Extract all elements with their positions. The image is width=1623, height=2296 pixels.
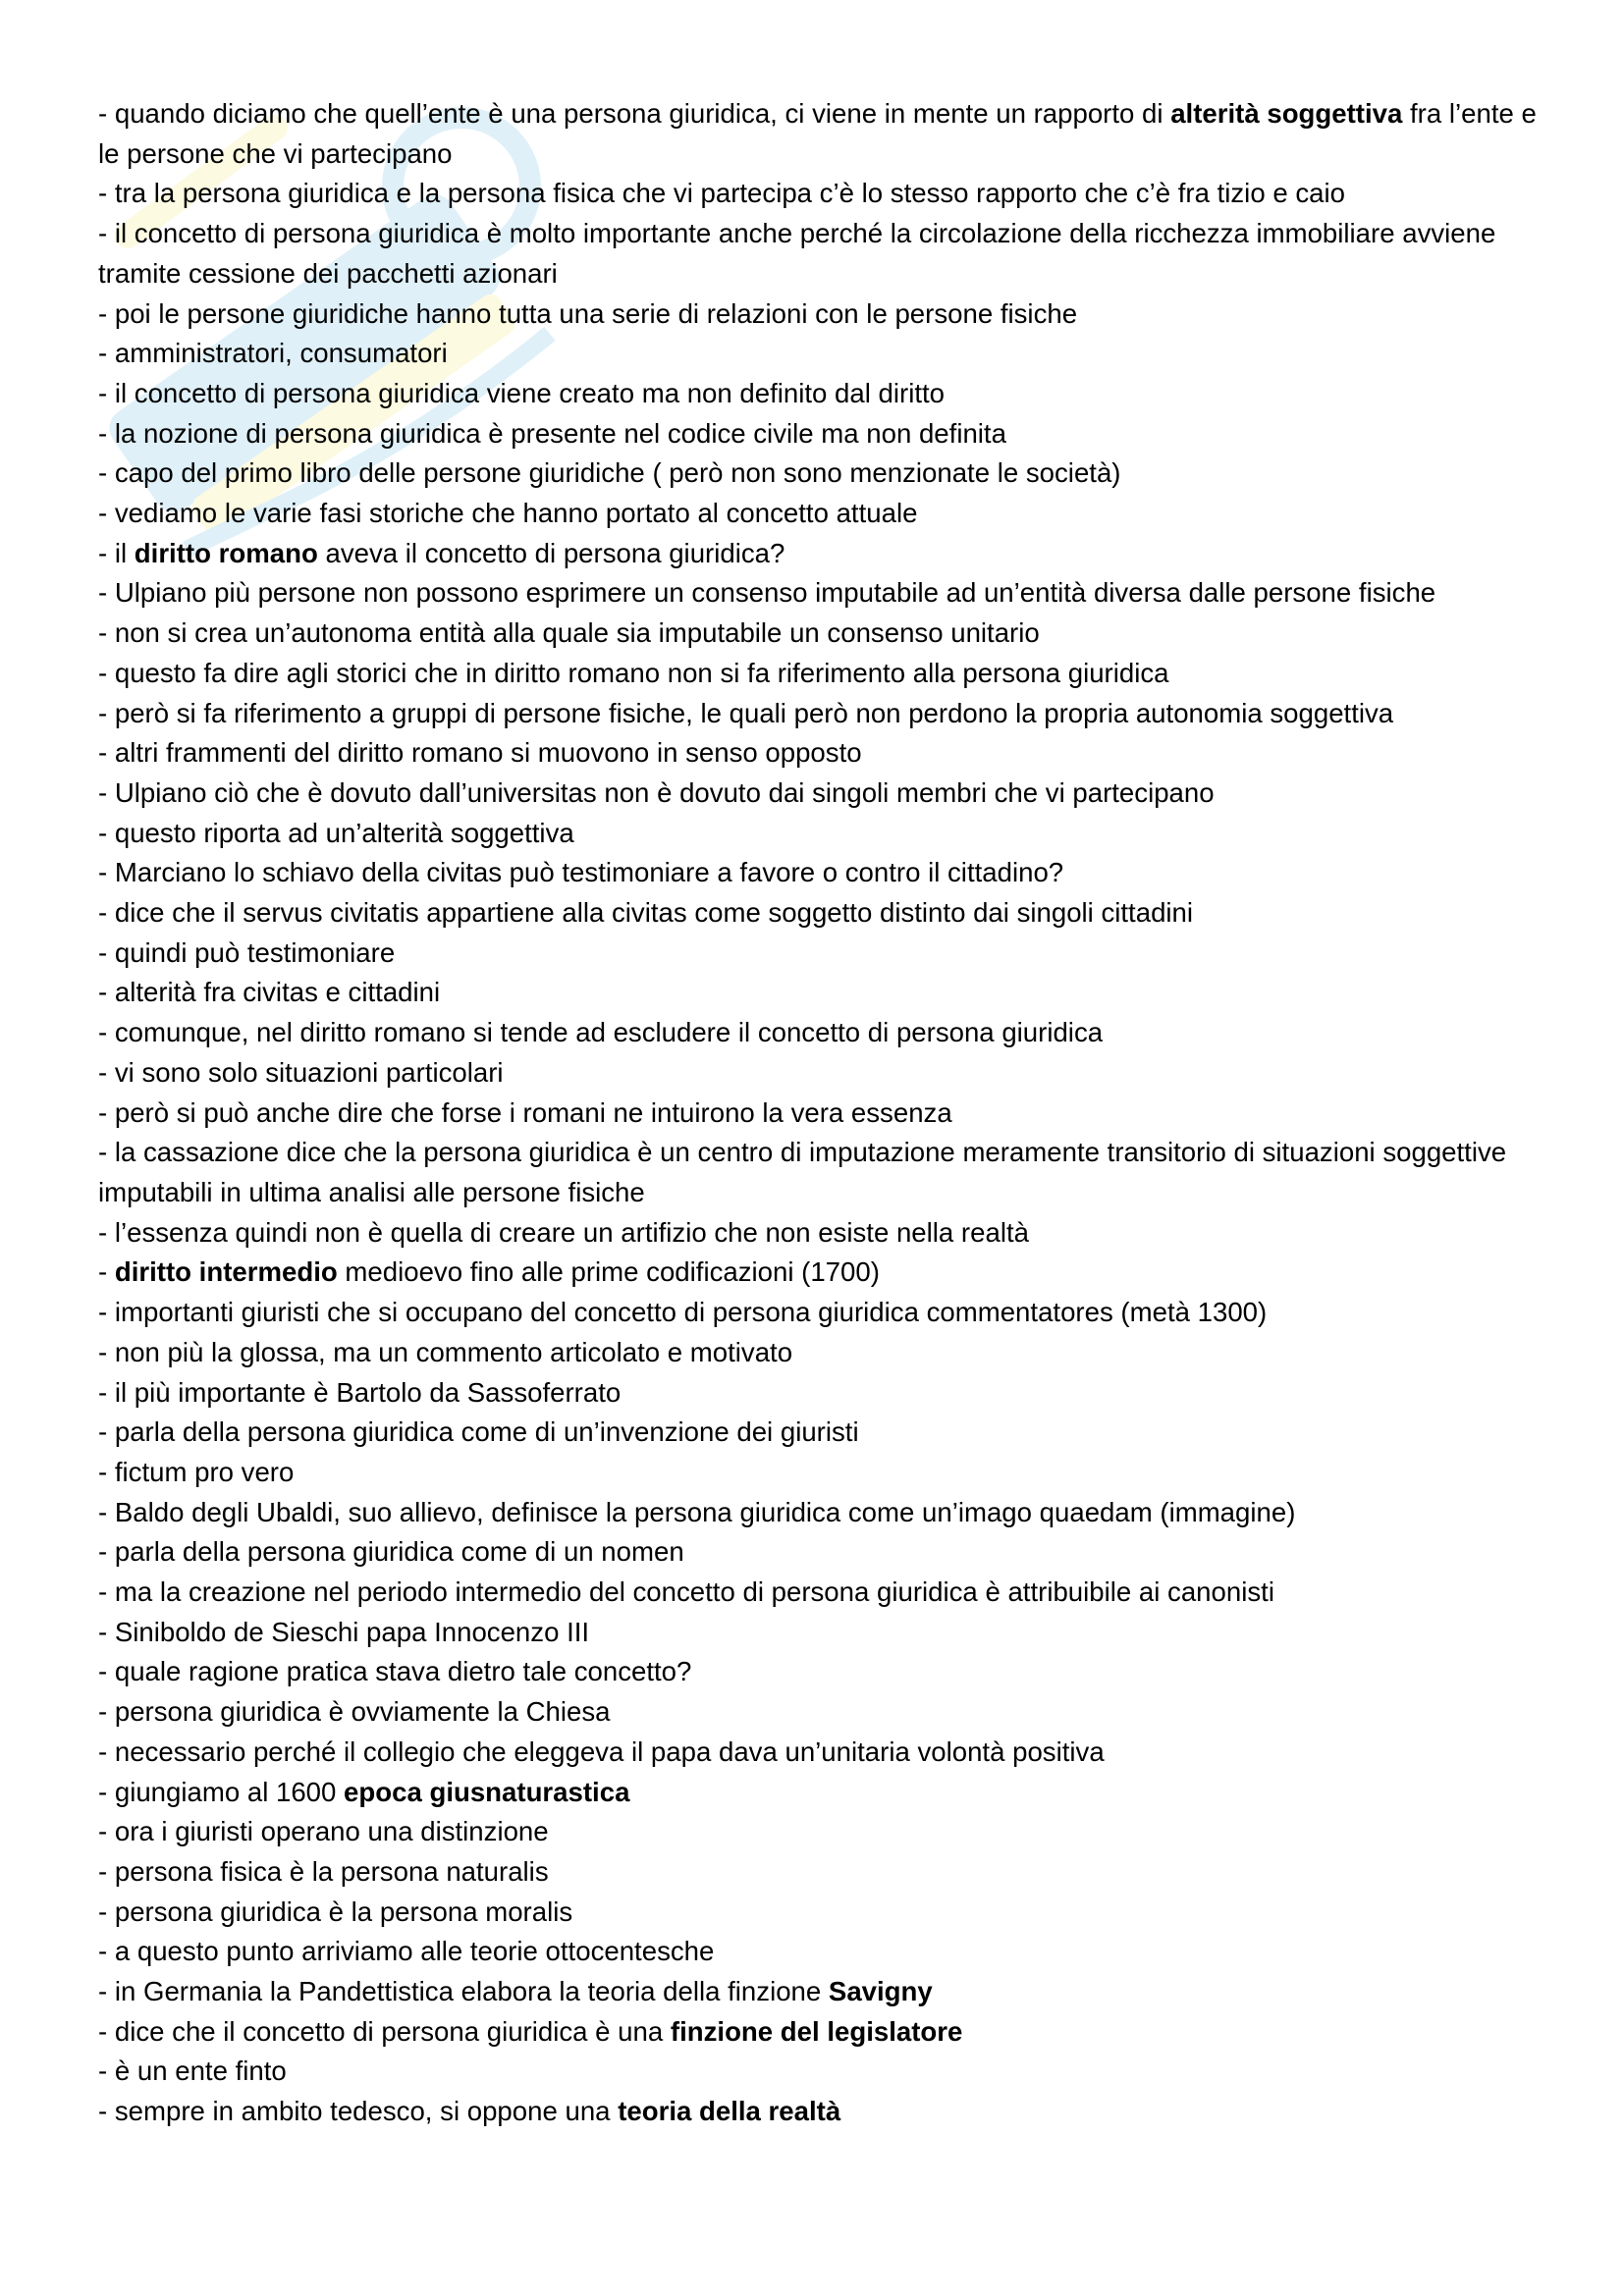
- bullet-line: [98, 814, 1551, 854]
- text-segment: - dice che il concetto di persona giuridica è una: [98, 2015, 671, 2047]
- text-segment: - parla della persona giuridica come di un’invenzione dei giuristi: [98, 1416, 859, 1448]
- text-segment: - però si può anche dire che forse i romani ne intuirono la vera essenza: [98, 1096, 952, 1128]
- bullet-line: [98, 2052, 1551, 2092]
- bullet-line: [98, 1453, 1551, 1493]
- text-segment: - non si crea un’autonoma entità alla quale sia imputabile un consenso unitario: [98, 617, 1040, 649]
- bullet-line: [98, 534, 1551, 574]
- bullet-line: [98, 2012, 1551, 2053]
- bullet-line: [98, 774, 1551, 814]
- bullet-line: [98, 1413, 1551, 1453]
- bullet-line: [98, 374, 1551, 414]
- bullet-line: [98, 1573, 1551, 1613]
- bullet-line: [98, 573, 1551, 614]
- bullet-line: [98, 694, 1551, 734]
- text-segment: - quindi può testimoniare: [98, 936, 396, 968]
- bold-term: diritto romano: [134, 537, 318, 568]
- bullet-line: [98, 853, 1551, 893]
- bullet-line: [98, 1972, 1551, 2012]
- text-segment: - importanti giuristi che si occupano del concetto di persona giuridica commentatores (metà 1300): [98, 1297, 1268, 1328]
- text-segment: - vediamo le varie fasi storiche che hanno portato al concetto attuale: [98, 498, 918, 529]
- bullet-line: [98, 174, 1551, 214]
- text-segment: aveva il concetto di persona giuridica?: [317, 537, 785, 568]
- text-segment: - a questo punto arriviamo alle teorie ottocentesche: [98, 1936, 715, 1967]
- text-segment: - capo del primo libro delle persone giuridiche ( però non sono menzionate le società): [98, 457, 1121, 489]
- bullet-line: [98, 1692, 1551, 1733]
- bullet-line: [98, 1094, 1551, 1134]
- text-segment: - Ulpiano più persone non possono esprimere un consenso imputabile ad un’entità diversa dalle persone fisiche: [98, 577, 1436, 609]
- text-segment: - quale ragione pratica stava dietro tale concetto?: [98, 1656, 692, 1687]
- bold-term: epoca giusnaturastica: [344, 1776, 630, 1807]
- bullet-line: [98, 1812, 1551, 1852]
- text-segment: - Baldo degli Ubaldi, suo allievo, definisce la persona giuridica come un’imago quaedam (immagine): [98, 1496, 1296, 1527]
- bullet-line: [98, 1333, 1551, 1373]
- text-segment: - poi le persone giuridiche hanno tutta una serie di relazioni con le persone fisiche: [98, 297, 1078, 329]
- bullet-line: [98, 1213, 1551, 1254]
- bullet-line: [98, 1532, 1551, 1573]
- bullet-line: [98, 414, 1551, 454]
- bullet-line: [98, 934, 1551, 974]
- bullet-line: [98, 733, 1551, 774]
- text-segment: - Marciano lo schiavo della civitas può testimoniare a favore o contro il cittadino?: [98, 857, 1064, 888]
- bullet-line: [98, 454, 1551, 494]
- text-segment: - tra la persona giuridica e la persona fisica che vi partecipa c’è lo stesso rapporto che c’è fra tizio e caio: [98, 178, 1345, 209]
- document-body: [98, 94, 1551, 2132]
- text-segment: - non più la glossa, ma un commento articolato e motivato: [98, 1336, 793, 1367]
- text-segment: - il concetto di persona giuridica è molto importante anche perché la circolazione della ricchezza immobiliare avviene tramite cessione dei pacchetti azionari: [98, 218, 1496, 289]
- text-segment: - dice che il servus civitatis appartiene alla civitas come soggetto distinto dai singoli cittadini: [98, 897, 1194, 929]
- text-segment: - parla della persona giuridica come di un nomen: [98, 1536, 684, 1568]
- text-segment: medioevo fino alle prime codificazioni (1700): [337, 1256, 880, 1288]
- text-segment: -: [98, 1256, 115, 1288]
- bullet-line: [98, 1893, 1551, 1933]
- bullet-line: [98, 1133, 1551, 1212]
- bold-term: alterità soggettiva: [1170, 98, 1403, 129]
- text-segment: - persona giuridica è ovviamente la Chiesa: [98, 1696, 611, 1728]
- text-segment: - ora i giuristi operano una distinzione: [98, 1816, 549, 1847]
- text-segment: - è un ente finto: [98, 2056, 287, 2087]
- bullet-line: [98, 654, 1551, 694]
- bullet-line: [98, 1773, 1551, 1813]
- text-segment: - la nozione di persona giuridica è presente nel codice civile ma non definita: [98, 417, 1006, 449]
- bullet-line: [98, 614, 1551, 654]
- text-segment: - persona fisica è la persona naturalis: [98, 1855, 549, 1887]
- bullet-line: [98, 1373, 1551, 1414]
- bullet-line: [98, 294, 1551, 335]
- text-segment: - alterità fra civitas e cittadini: [98, 977, 441, 1008]
- text-segment: - Ulpiano ciò che è dovuto dall’universitas non è dovuto dai singoli membri che vi partecipano: [98, 776, 1215, 808]
- text-segment: - l’essenza quindi non è quella di creare un artifizio che non esiste nella realtà: [98, 1216, 1029, 1248]
- text-segment: - ma la creazione nel periodo intermedio del concetto di persona giuridica è attribuibile ai canonisti: [98, 1576, 1274, 1608]
- text-segment: - però si fa riferimento a gruppi di persone fisiche, le quali però non perdono la propria autonomia soggettiva: [98, 697, 1394, 728]
- bullet-line: [98, 1613, 1551, 1653]
- text-segment: - questo fa dire agli storici che in diritto romano non si fa riferimento alla persona giuridica: [98, 657, 1169, 688]
- bold-term: Savigny: [828, 1976, 933, 2007]
- bullet-line: [98, 973, 1551, 1013]
- text-segment: - quando diciamo che quell’ente è una persona giuridica, ci viene in mente un rapporto di: [98, 98, 1171, 129]
- text-segment: - Siniboldo de Sieschi papa Innocenzo III: [98, 1616, 590, 1647]
- bullet-line: [98, 1013, 1551, 1053]
- bullet-line: [98, 494, 1551, 534]
- bullet-line: [98, 1253, 1551, 1293]
- bullet-line: [98, 1932, 1551, 1972]
- text-segment: fra l’ente e le persone che vi partecipano: [98, 98, 1537, 169]
- text-segment: - il più importante è Bartolo da Sassoferrato: [98, 1376, 622, 1408]
- text-segment: - vi sono solo situazioni particolari: [98, 1056, 504, 1088]
- bullet-line: [98, 1493, 1551, 1533]
- bullet-line: [98, 214, 1551, 294]
- bullet-line: [98, 893, 1551, 934]
- text-segment: - necessario perché il collegio che eleggeva il papa dava un’unitaria volontà positiva: [98, 1735, 1105, 1767]
- text-segment: - persona giuridica è la persona moralis: [98, 1896, 573, 1927]
- bullet-line: [98, 1652, 1551, 1692]
- bold-term: teoria della realtà: [618, 2096, 841, 2127]
- bullet-line: [98, 2092, 1551, 2132]
- bullet-line: [98, 1852, 1551, 1893]
- bold-term: diritto intermedio: [114, 1256, 338, 1288]
- text-segment: - comunque, nel diritto romano si tende ad escludere il concetto di persona giuridica: [98, 1017, 1104, 1048]
- bullet-line: [98, 1053, 1551, 1094]
- text-segment: - la cassazione dice che la persona giuridica è un centro di imputazione meramente transitorio di situazioni soggettive imputabili in ultima analisi alle persone fisiche: [98, 1137, 1507, 1207]
- bullet-line: [98, 94, 1551, 174]
- bullet-line: [98, 334, 1551, 374]
- bold-term: finzione del legislatore: [670, 2015, 963, 2047]
- text-segment: - questo riporta ad un’alterità soggettiva: [98, 817, 574, 848]
- bullet-line: [98, 1293, 1551, 1333]
- text-segment: - il concetto di persona giuridica viene creato ma non definito dal diritto: [98, 377, 946, 408]
- text-segment: - altri frammenti del diritto romano si muovono in senso opposto: [98, 737, 862, 769]
- text-segment: - sempre in ambito tedesco, si oppone una: [98, 2096, 619, 2127]
- text-segment: - fictum pro vero: [98, 1456, 295, 1487]
- text-segment: - il: [98, 537, 135, 568]
- bullet-line: [98, 1733, 1551, 1773]
- text-segment: - giungiamo al 1600: [98, 1776, 345, 1807]
- text-segment: - in Germania la Pandettistica elabora la teoria della finzione: [98, 1976, 829, 2007]
- text-segment: - amministratori, consumatori: [98, 338, 448, 369]
